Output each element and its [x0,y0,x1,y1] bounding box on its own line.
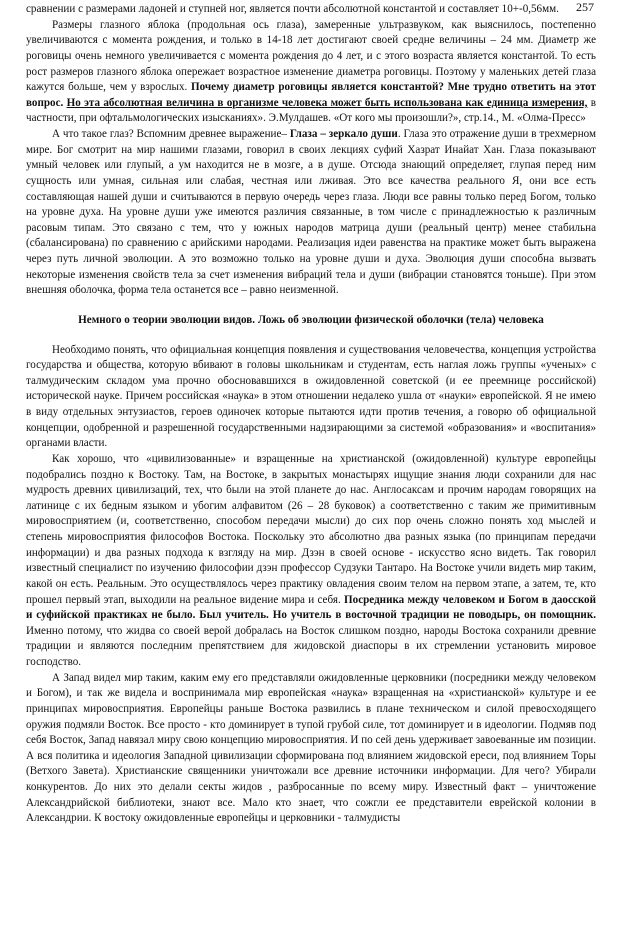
paragraph-5 [26,452,596,671]
paragraph-5-bold-passage: Посредника между человеком и Богом в даосской и суфийской практиках не было. Был учитель. Но учитель в восточной традиции не поводырь, он помощник. [26,593,597,622]
spacer [26,299,596,313]
paragraph-4: Необходимо понять, что официальная концепция появления и существования человечества, концепция устройства государства и общества, которую вбивают в головы школьникам и студентам, есть наглая ложь группы «ученых» с талмудическим складом ума прочно обосновавшихся в ожидовленной советской (и ее преемнице российской) исторической науке. Причем российская «наука» в этом отношении недалеко ушла от «науки» европейской. Я не имею в виду отдельных энтузиастов, героев одиночек которые пытаются идти против течения, а говорю об официальной концепции, одобренной и разрешенной государственными надзирающими за системой «образования» и «воспитания» органами власти. [26,343,596,450]
paragraph-2-bold-underlined: Но эта абсолютная величина в организме человека может быть использована как единица измерения, [66,96,588,109]
paragraph-3-bold-phrase: Глаза – зеркало души [289,128,398,140]
body-text [26,2,596,827]
paragraph-2-bold-question: Почему диаметр роговицы является константой? Мне трудно ответить на этот вопрос. [26,81,596,109]
paragraph-6: А Запад видел мир таким, каким ему его представляли ожидовленные церковники (посредники между человеком и Богом), и так же видела и воспринимала мир европейская «наука» взращенная на «христианской» культуре и ее принципах мировосприятия. Европейцы раньше Востока развились в плане техническом и силой превосходящего оружия подмяли Восток. Все просто - кто доминирует в тупой грубой силе, тот доминирует и в идеологии. Подмяв под себя Восток, Запад навязал миру свою концепцию мировосприятия. И по сей день удерживает завоеванные им позиции. А вся политика и идеология Западной цивилизации сформирована под влиянием жидовской ереси, под влиянием Торы (Ветхого Завета). Христианские священники уничтожали все древние источники информации. Для чего? Убирали конкурентов. До них это делали секты жидов , разбросанные по всему миру. Известный факт – уничтожение Александрийской библиотеки, знают все. Мало кто знает, что сожгли ее представители еврейской колонии в Александрии. К востоку ожидовленные европейцы и церковники - талмудисты [26,671,596,825]
paragraph-2-part2: в частности, при офтальмологических изысканиях». Э.Мулдашев. «От кого мы произошли?», стр.14., М. «Олма-Пресс» [26,96,597,125]
paragraph-3 [26,127,596,299]
section-heading: Немного о теории эволюции видов. Ложь об эволюции физической оболочки (тела) человека [78,313,544,326]
paragraph-2 [26,18,596,127]
page-number: 257 [576,0,594,14]
paragraph-2-part1: Размеры глазного яблока (продольная ось глаза), замеренные ультразвуком, как выяснилось, постепенно увеличиваются с момента рождения, и только в 14-18 лет достигают своей средне величины – 24 мм. Диаметр же роговицы очень немного увеличивается с момента рождения до 4 лет, и с этого возраста является константой. То есть рост размеров глазного яблока опережает возрастное изменение диаметра роговицы. Поэтому у маленьких детей глаза кажутся больше, чем у взрослых. [26,18,596,94]
paragraph-3-part2: . Глаза это отражение души в трехмерном мире. Бог смотрит на мир нашими глазами, говорил в своих лекциях суфий Хазрат Инайат Хан. Глаза показывают умный человек или глупый, а ум находится не в мозге, а в душе. Отсюда знающий определяет, глупая перед ним сущность или умная, сильная или слабая, честная или лживая. Это все качества реального Я, они все есть составляющая нашей души и считываются в первую очередь через глаза. Люди все равны только перед Богом, только на уровне духа. На уровне души уже имеются различия связанные, в том числе с принадлежностью к различным расовым типам. Это связано с тем, что у южных народов матрица души (реальный центр) менее стабильна (сбалансирована) по сравнению с арийскими народами. Реализация идеи равенства на практике может быть выражена через путь личной эволюции. А это возможно только на уровне души и духа. Эволюция души способна вызвать некоторые изменения свойств тела за счет изменения вибраций тела и души (вибрации становятся тоньше). При этом внешняя оболочка, форма тела останется все – равно неизменной. [26,128,596,297]
paragraph-5-part2: Именно потому, что жидва со своей верой добралась на Восток слишком поздно, народы Востока сохранили древние традиции и являются последним препятствием для жидовской диаспоры в их стремлении установить мировое господство. [26,624,596,668]
paragraph-5-part1: Как хорошо, что «цивилизованные» и взращенные на христианской (ожидовленной) культуре европейцы подобрались поздно к Востоку. Там, на Востоке, в закрытых монастырях ищущие знания люди сохранили для нас мудрость древних цивилизаций, тех, что были на этой планете до нас. Англосаксам и прочим народам говорящих на латинице с их бедным языком и убогим алфавитом (26 – 28 буковок) а соответственно с таким же примитивным мировосприятием (и, соответственно, способом передачи мысли) до сих пор очень сложно понять ход мыслей и степень мировосприятия философов Востока. Поскольку это абсолютно два разных языка (по принципам передачи информации) и два разных подхода к взгляду на мир. Дзэн в своей основе - искусство ясно видеть. Так говорил известный специалист по изучению философии дзэн профессор Судзуки Тантаро. На Востоке учили видеть мир таким, какой он есть. Реальным. Это осуществлялось через практику овладения своим телом на первом этапе, а затем, те, кто прошел первый этап, выходили на реальное видение мира и себя. [26,452,596,606]
paragraph-1: сравнении с размерами ладоней и ступней ног, является почти абсолютной константой и составляет 10+-0,56мм. [26,3,559,15]
paragraph-3-part1: А что такое глаз? Вспомним древнее выражение– [52,128,290,140]
spacer [26,329,596,343]
